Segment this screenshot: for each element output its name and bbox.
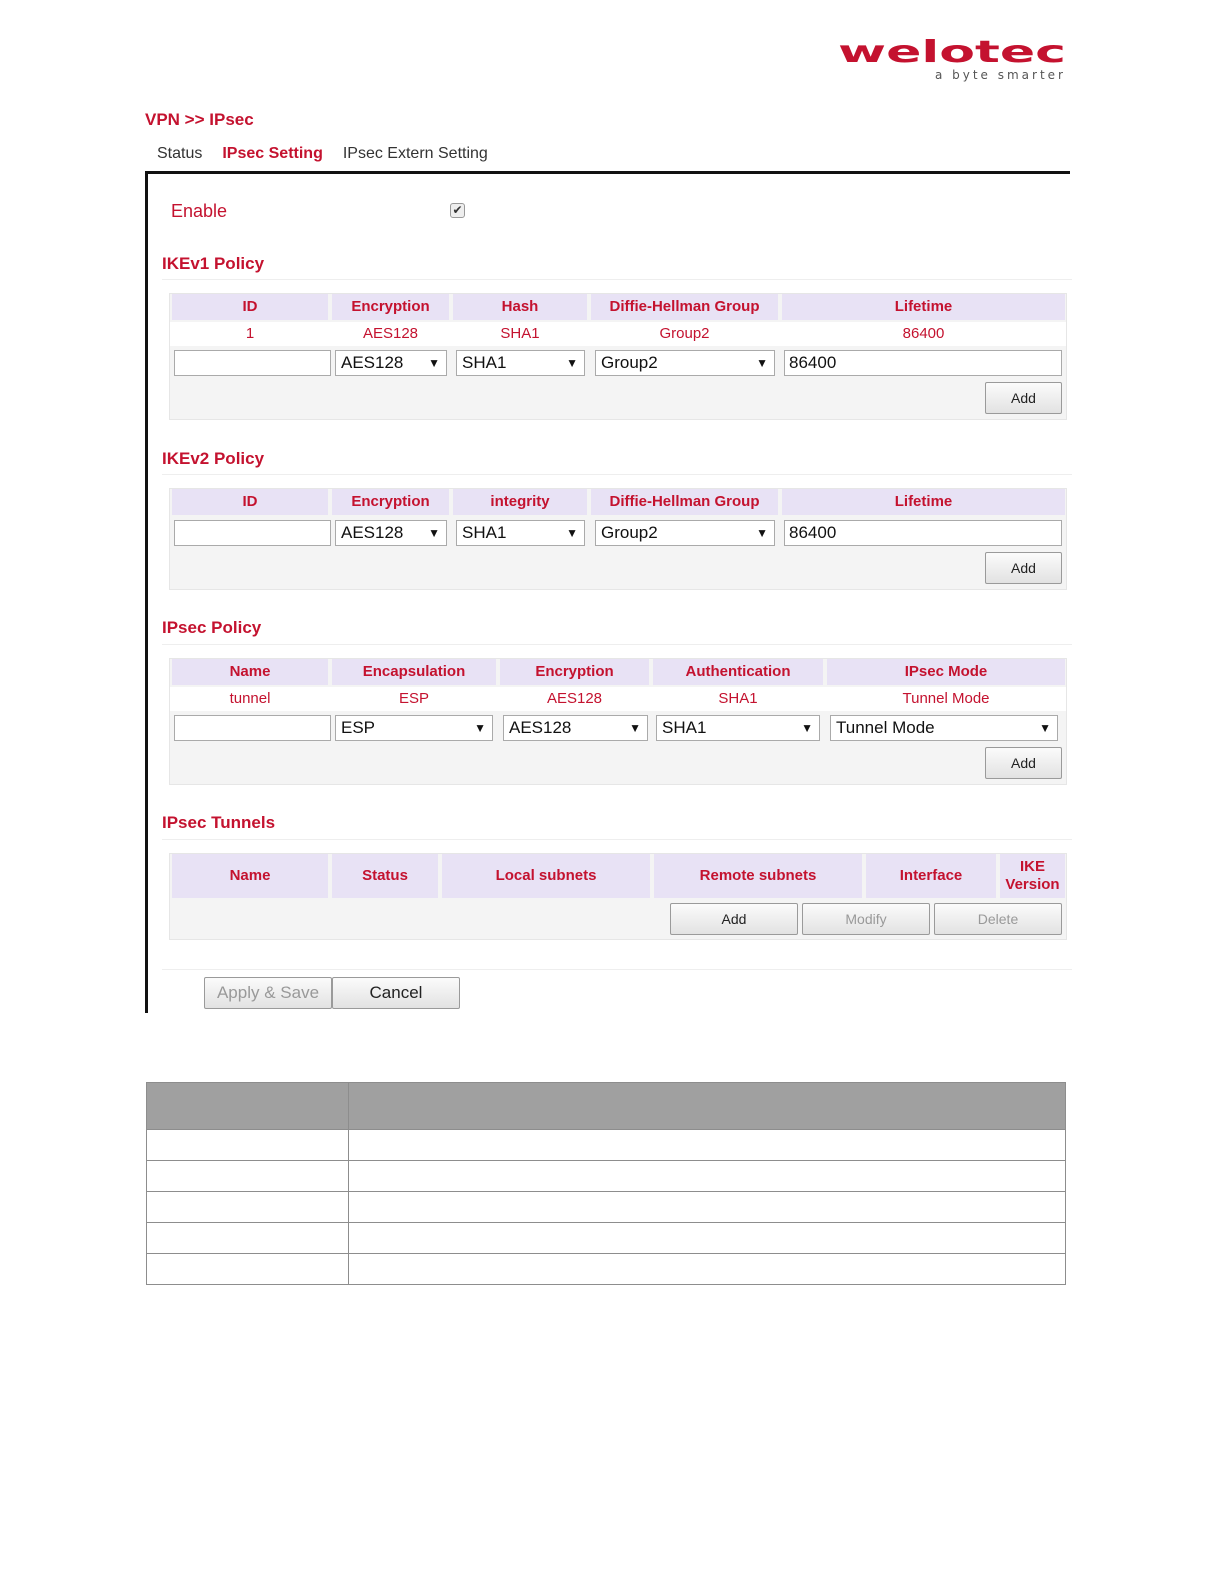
table-row bbox=[147, 1254, 1066, 1285]
ipsec-name-input[interactable] bbox=[174, 715, 331, 741]
dropdown-arrow-icon: ▼ bbox=[756, 526, 768, 540]
cell bbox=[349, 1192, 1066, 1223]
col-header: Remote subnets bbox=[654, 854, 862, 898]
ipsec-policy-title: IPsec Policy bbox=[162, 618, 262, 637]
tunnel-delete-button[interactable]: Delete bbox=[934, 903, 1062, 935]
col-header: IPsec Mode bbox=[827, 659, 1065, 685]
selected-value: ESP bbox=[341, 718, 376, 737]
ikev1-add-button[interactable]: Add bbox=[985, 382, 1062, 414]
cell bbox=[147, 1223, 349, 1254]
dropdown-arrow-icon: ▼ bbox=[428, 356, 440, 370]
ikev1-dh-group-select[interactable] bbox=[595, 350, 775, 376]
col-header: ID bbox=[172, 489, 328, 515]
logo-tagline: a byte smarter bbox=[934, 68, 1066, 82]
dropdown-arrow-icon: ▼ bbox=[629, 721, 641, 735]
ikev1-table bbox=[169, 293, 1067, 420]
ipsec-policy-add-button[interactable]: Add bbox=[985, 747, 1062, 779]
dropdown-arrow-icon: ▼ bbox=[756, 356, 768, 370]
divider bbox=[162, 644, 1072, 645]
cell: Tunnel Mode bbox=[827, 688, 1065, 710]
selected-value: SHA1 bbox=[662, 718, 707, 737]
col-header: Interface bbox=[866, 854, 996, 898]
ikev2-lifetime-input[interactable]: 86400 bbox=[784, 520, 1062, 546]
cell: SHA1 bbox=[453, 323, 587, 345]
cell bbox=[147, 1161, 349, 1192]
dropdown-arrow-icon: ▼ bbox=[474, 721, 486, 735]
dropdown-arrow-icon: ▼ bbox=[566, 526, 578, 540]
selected-value: Tunnel Mode bbox=[836, 718, 935, 737]
col-header: Diffie-Hellman Group bbox=[591, 489, 778, 515]
col-header: Encapsulation bbox=[332, 659, 496, 685]
cell: tunnel bbox=[172, 688, 328, 710]
selected-value: Group2 bbox=[601, 353, 658, 372]
dropdown-arrow-icon: ▼ bbox=[801, 721, 813, 735]
col-header: Encryption bbox=[332, 489, 449, 515]
ikev2-table bbox=[169, 488, 1067, 590]
cell: SHA1 bbox=[653, 688, 823, 710]
col-header: Encryption bbox=[332, 294, 449, 320]
ikev1-encryption-select[interactable] bbox=[335, 350, 447, 376]
ipsec-settings-panel bbox=[145, 171, 1070, 1013]
ikev2-add-button[interactable]: Add bbox=[985, 552, 1062, 584]
tab-status[interactable]: Status bbox=[157, 145, 203, 162]
cell: 1 bbox=[172, 323, 328, 345]
ipsec-tunnels-table bbox=[169, 853, 1067, 940]
ipsec-encryption-select[interactable] bbox=[503, 715, 648, 741]
divider bbox=[162, 474, 1072, 475]
col-header: Lifetime bbox=[782, 489, 1065, 515]
welotec-logo bbox=[838, 36, 1070, 86]
cell bbox=[147, 1192, 349, 1223]
cell bbox=[349, 1254, 1066, 1285]
cell bbox=[349, 1130, 1066, 1161]
ikev1-lifetime-input[interactable]: 86400 bbox=[784, 350, 1062, 376]
ikev2-encryption-select[interactable] bbox=[335, 520, 447, 546]
description-table bbox=[146, 1082, 1066, 1285]
divider bbox=[162, 279, 1072, 280]
svg-text:welotec: welotec bbox=[838, 36, 1066, 66]
tunnel-modify-button[interactable]: Modify bbox=[802, 903, 930, 935]
enable-label: Enable bbox=[171, 201, 228, 221]
breadcrumb: VPN >> IPsec bbox=[145, 110, 254, 129]
col-header: Status bbox=[332, 854, 438, 898]
ikev2-integrity-select[interactable] bbox=[456, 520, 585, 546]
col-header: IKE Version bbox=[1000, 854, 1065, 898]
cell bbox=[349, 1161, 1066, 1192]
ipsec-mode-select[interactable] bbox=[830, 715, 1058, 741]
cell: ESP bbox=[332, 688, 496, 710]
col-header: Name bbox=[172, 659, 328, 685]
cell: Group2 bbox=[591, 323, 778, 345]
table-row bbox=[147, 1130, 1066, 1161]
dropdown-arrow-icon: ▼ bbox=[1039, 721, 1051, 735]
header-cell bbox=[147, 1083, 349, 1130]
cell: AES128 bbox=[332, 323, 449, 345]
table-header-row bbox=[147, 1083, 1066, 1130]
ipsec-tunnels-title: IPsec Tunnels bbox=[162, 813, 276, 832]
cell bbox=[147, 1130, 349, 1161]
col-header: Hash bbox=[453, 294, 587, 320]
table-row bbox=[147, 1223, 1066, 1254]
col-header: Lifetime bbox=[782, 294, 1065, 320]
tab-ipsec-setting[interactable]: IPsec Setting bbox=[222, 145, 323, 162]
ikev2-id-input[interactable] bbox=[174, 520, 331, 546]
dropdown-arrow-icon: ▼ bbox=[566, 356, 578, 370]
col-header: Name bbox=[172, 854, 328, 898]
col-header: Encryption bbox=[500, 659, 649, 685]
ipsec-authentication-select[interactable] bbox=[656, 715, 820, 741]
apply-save-button[interactable]: Apply & Save bbox=[204, 977, 332, 1009]
ikev1-title: IKEv1 Policy bbox=[162, 254, 265, 273]
cell: AES128 bbox=[500, 688, 649, 710]
cell bbox=[349, 1223, 1066, 1254]
tab-bar bbox=[157, 145, 488, 163]
selected-value: AES128 bbox=[341, 523, 404, 542]
selected-value: AES128 bbox=[341, 353, 404, 372]
selected-value: SHA1 bbox=[462, 353, 507, 372]
selected-value: Group2 bbox=[601, 523, 658, 542]
header-cell bbox=[349, 1083, 1066, 1130]
ipsec-policy-table bbox=[169, 658, 1067, 785]
dropdown-arrow-icon: ▼ bbox=[428, 526, 440, 540]
ikev1-hash-select[interactable] bbox=[456, 350, 585, 376]
ikev2-title: IKEv2 Policy bbox=[162, 449, 265, 468]
cell: 86400 bbox=[782, 323, 1065, 345]
enable-checkbox[interactable]: ✔ bbox=[450, 203, 465, 218]
col-header: Authentication bbox=[653, 659, 823, 685]
col-header: ID bbox=[172, 294, 328, 320]
tunnel-add-button[interactable]: Add bbox=[670, 903, 798, 935]
selected-value: AES128 bbox=[509, 718, 572, 737]
ipsec-encapsulation-select[interactable] bbox=[335, 715, 493, 741]
col-header: Diffie-Hellman Group bbox=[591, 294, 778, 320]
welotec-logo-mark bbox=[838, 36, 1070, 66]
divider bbox=[162, 969, 1072, 970]
cancel-button[interactable]: Cancel bbox=[332, 977, 460, 1009]
col-header: integrity bbox=[453, 489, 587, 515]
selected-value: SHA1 bbox=[462, 523, 507, 542]
col-header: Local subnets bbox=[442, 854, 650, 898]
table-row bbox=[147, 1161, 1066, 1192]
cell bbox=[147, 1254, 349, 1285]
ikev1-id-input[interactable] bbox=[174, 350, 331, 376]
divider bbox=[162, 839, 1072, 840]
ikev2-dh-group-select[interactable] bbox=[595, 520, 775, 546]
table-row bbox=[147, 1192, 1066, 1223]
tab-ipsec-extern-setting[interactable]: IPsec Extern Setting bbox=[342, 145, 488, 162]
